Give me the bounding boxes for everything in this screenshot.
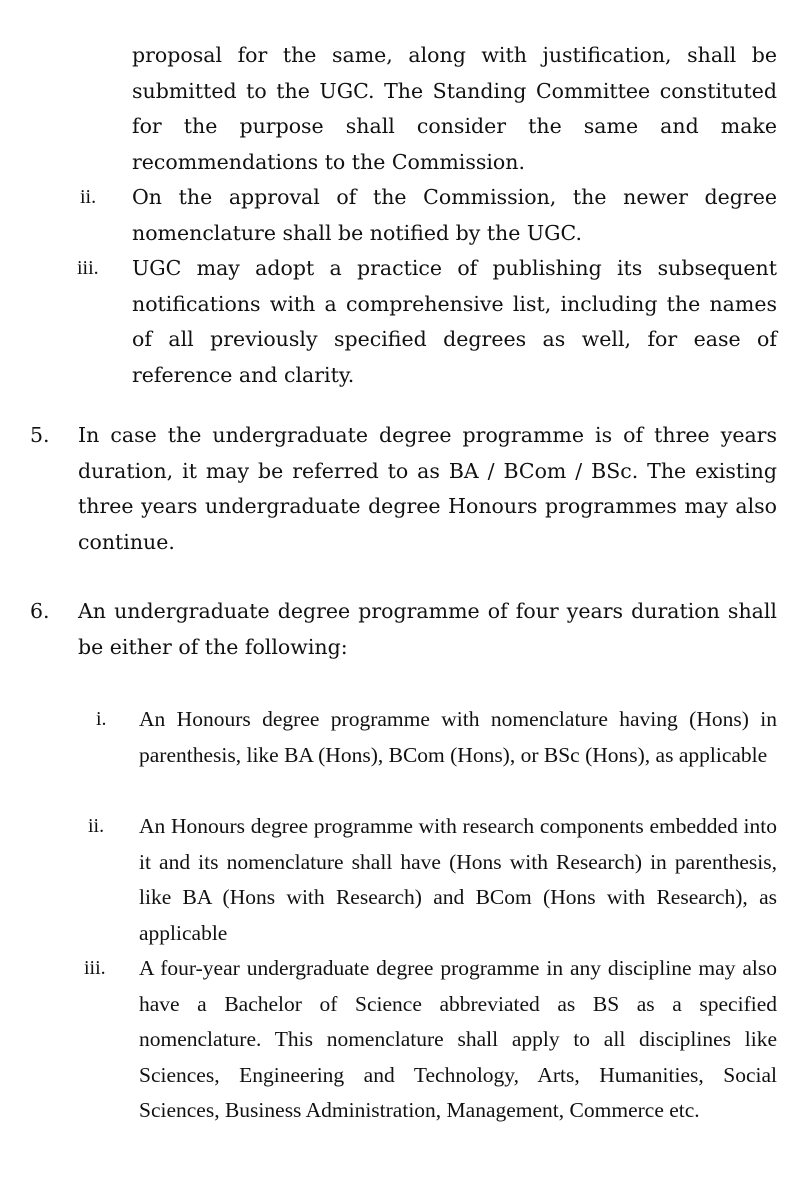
section6-number: 6. bbox=[30, 599, 50, 623]
section4-item-ii-marker: ii. bbox=[80, 186, 97, 208]
section6-item-iii-marker: iii. bbox=[84, 957, 106, 979]
section4-item-ii-text: On the approval of the Commission, the newer degree nomenclature shall be notified by the UGC. bbox=[132, 185, 777, 245]
section6-item-i-text: An Honours degree programme with nomenclature having (Hons) in parenthesis, like BA (Hons), BCom (Hons), or BSc (Hons), as applicable bbox=[139, 707, 777, 767]
section6-item-iii-text: A four-year undergraduate degree programme in any discipline may also have a Bachelor of Science abbreviated as BS as a specified nomenclature. This nomenclature shall apply to all disciplines like Sciences, Engineering and Technology, Arts, Humanities, Social Sciences, Business Administration, Management, Commerce etc. bbox=[139, 956, 777, 1122]
section4-item-iii-marker: iii. bbox=[77, 257, 99, 279]
section6-paragraph: An undergraduate degree programme of four years duration shall be either of the following: bbox=[78, 599, 777, 659]
section6-item-ii-text: An Honours degree programme with research components embedded into it and its nomenclature shall have (Hons with Research) in parenthesis, like BA (Hons with Research) and BCom (Hons with Research), as applicable bbox=[139, 814, 777, 945]
section5-number: 5. bbox=[30, 423, 50, 447]
section4-intro-paragraph: proposal for the same, along with justification, shall be submitted to the UGC. The Standing Committee constituted for the purpose shall consider the same and make recommendations to the Commission. bbox=[132, 43, 777, 174]
section5-paragraph: In case the undergraduate degree programme is of three years duration, it may be referred to as BA / BCom / BSc. The existing three years undergraduate degree Honours programmes may also continue. bbox=[78, 423, 777, 554]
section4-item-iii-text: UGC may adopt a practice of publishing its subsequent notifications with a comprehensive list, including the names of all previously specified degrees as well, for ease of reference and clarity. bbox=[132, 256, 777, 387]
section6-item-ii-marker: ii. bbox=[88, 815, 105, 837]
section6-item-i-marker: i. bbox=[96, 708, 107, 730]
